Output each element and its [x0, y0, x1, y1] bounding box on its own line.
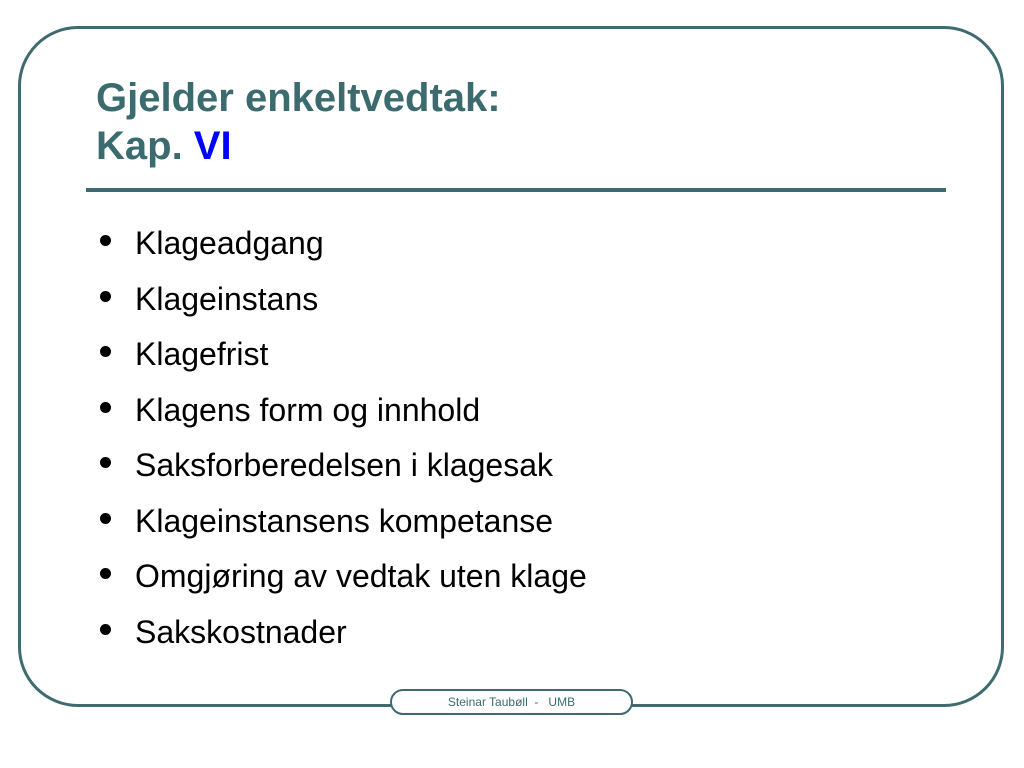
- bullet-text: Klageinstans: [135, 280, 319, 317]
- bullet-item: [100, 216, 587, 272]
- slide-title: [96, 74, 501, 170]
- title-chapter-number: VI: [193, 124, 232, 168]
- bullet-icon: [100, 346, 111, 357]
- bullet-text: Sakskostnader: [135, 613, 347, 650]
- bullet-item: [100, 605, 587, 661]
- bullet-item: [100, 549, 587, 605]
- bullet-icon: [100, 291, 111, 302]
- bullet-item: [100, 494, 587, 550]
- bullet-text: Saksforberedelsen i klagesak: [135, 447, 554, 483]
- title-line-2-prefix: Kap.: [96, 124, 194, 168]
- bullet-text: Klagefrist: [135, 336, 269, 372]
- title-divider: [86, 188, 946, 192]
- bullet-text: Klageinstansens kompetanse: [135, 502, 554, 539]
- bullet-item: [100, 438, 587, 494]
- bullet-icon: [100, 235, 111, 246]
- bullet-text: Klageadgang: [135, 225, 324, 261]
- bullet-item: [100, 327, 587, 383]
- bullet-icon: [100, 624, 111, 635]
- bullet-item: [100, 272, 587, 328]
- bullet-text: Klagens form og innhold: [135, 391, 481, 428]
- footer-label: Steinar Taubøll - UMB: [390, 689, 633, 715]
- bullet-icon: [100, 457, 111, 468]
- title-line-1: Gjelder enkeltvedtak:: [96, 76, 501, 120]
- bullet-list: [100, 216, 587, 660]
- bullet-icon: [100, 402, 111, 413]
- bullet-item: [100, 383, 587, 439]
- bullet-icon: [100, 513, 111, 524]
- bullet-text: Omgjøring av vedtak uten klage: [135, 558, 587, 594]
- bullet-icon: [100, 568, 111, 579]
